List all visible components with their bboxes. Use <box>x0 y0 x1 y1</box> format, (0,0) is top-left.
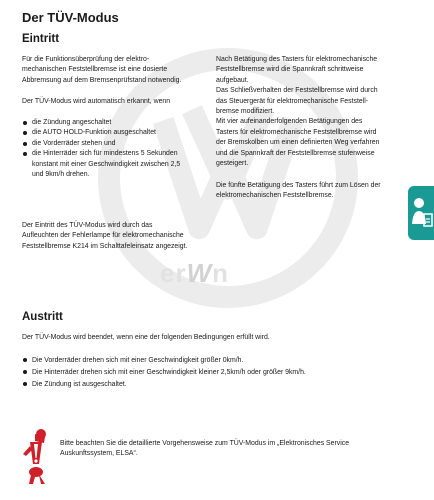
list-item: die Vorderräder stehen und <box>22 139 217 149</box>
eintritt-indicator: Der Eintritt des TÜV-Modus wird durch das Aufleuchten der Fehlerlampe für elektromechanische Feststellbremse K214 im Schalttafeleinsatz angezeigt. <box>22 222 188 250</box>
workshop-person-icon <box>411 194 433 230</box>
list-item: Die Zündung ist ausgeschaltet. <box>22 379 412 391</box>
eintritt-actuation: Nach Betätigung des Tasters für elektromechanische Feststellbremse wird die Spannkraft schrittweise aufgebaut. Das Schließverhalten der Feststellbremse wird durch das Steuergerät für elektromechanische Feststell- bremse modifiziert. Mit vier aufeinanderfolgenden Betätigungen des Tasters für elektromechanische Feststellbremse wird der Bremskolben um einen definierten Weg verfahren und die Spannkraft der Feststellbremse stufenweise gesteigert. <box>216 56 380 168</box>
list-item: die AUTO HOLD-Funktion ausgeschaltet <box>22 128 217 138</box>
austritt-condition-list <box>22 355 412 391</box>
eintritt-condition-list <box>22 118 217 180</box>
list-item: die Zündung angeschaltet <box>22 118 217 128</box>
eintritt-fifth-actuation: Die fünfte Betätigung des Tasters führt zum Lösen der elektromechanischen Feststellbremse. <box>216 182 381 200</box>
section-heading-eintritt: Eintritt <box>22 33 60 45</box>
exclamation-figure-icon <box>20 428 52 486</box>
eintritt-detection: Der TÜV-Modus wird automatisch erkannt, wenn <box>22 98 171 105</box>
erwin-watermark: erWn <box>160 258 230 288</box>
list-item: Die Hinterräder drehen sich mit einer Geschwindigkeit kleiner 2,5km/h oder größer 9km/h. <box>22 367 412 379</box>
side-tab[interactable] <box>408 186 434 240</box>
section-heading-austritt: Austritt <box>22 311 63 323</box>
elsa-reference-note: Bitte beachten Sie die detaillierte Vorgehensweise zum TÜV-Modus im „Elektronisches Service Auskunftssystem, ELSA“. <box>60 440 350 458</box>
eintritt-intro: Für die Funktionsüberprüfung der elektro- mechanischen Feststellbremse ist eine dosierte Abbremsung auf dem Bremsenprüfstand notwendig. <box>22 56 182 84</box>
page-title: Der TÜV-Modus <box>22 10 119 25</box>
list-item: Die Vorderräder drehen sich mit einer Geschwindigkeit größer 0km/h. <box>22 355 412 367</box>
list-item: die Hinterräder sich für mindestens 5 Sekunden konstant mit einer Geschwindigkeit zwischen 2,5 und 9km/h drehen. <box>22 149 217 180</box>
austritt-intro: Der TÜV-Modus wird beendet, wenn eine der folgenden Bedingungen erfüllt wird. <box>22 334 270 341</box>
